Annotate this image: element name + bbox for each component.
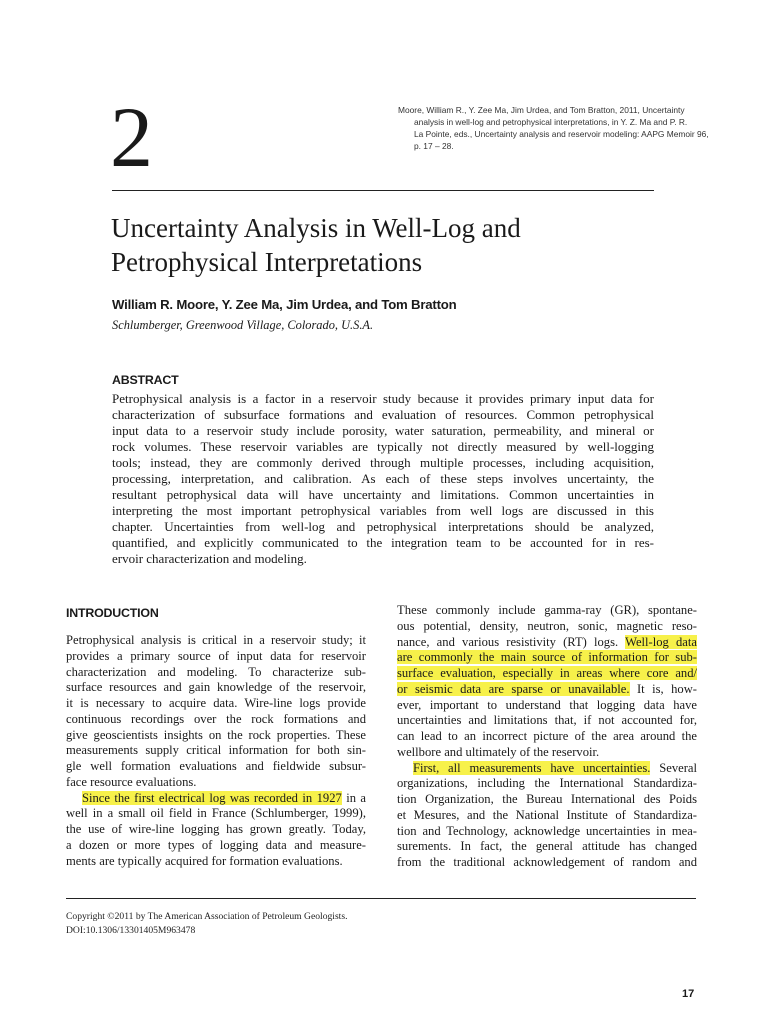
body-line: it is necessary to acquire data. Wire-line logs provide <box>66 696 366 710</box>
body-line: characterization and modeling. To characterize sub- <box>66 664 366 679</box>
body-line: a dozen or more types of logging data and measure- <box>66 837 366 852</box>
body-line <box>397 650 697 666</box>
body-line <box>397 666 697 682</box>
footer-rule <box>66 898 696 899</box>
footer <box>66 910 347 938</box>
page-title <box>111 211 671 279</box>
body-text: nance, and various resistivity (RT) logs. <box>397 634 626 649</box>
abstract-line: processing, interpretation, and calibration. As each of these steps involves uncertainty, the <box>112 471 654 486</box>
doi: DOI:10.1306/13301405M963478 <box>66 925 196 936</box>
abstract-line: interpreting the most important petrophysical variables from well logs are discussed in this <box>112 503 654 518</box>
body-text: Several <box>650 760 697 775</box>
body-line: can lead to an incorrect picture of the area around the <box>397 729 697 743</box>
body-line: ous potential, density, neutron, sonic, magnetic reso- <box>397 618 697 633</box>
body-line: surface resources and gain knowledge of the reservoir, <box>66 680 366 695</box>
title-line-1: Uncertainty Analysis in Well-Log and <box>111 213 521 243</box>
body-line: give geoscientists insights on the rock properties. These <box>66 727 366 742</box>
body-line: face resource evaluations. <box>66 774 197 789</box>
intro-left-paragraph-2 <box>66 791 366 870</box>
title-line-2: Petrophysical Interpretations <box>111 247 423 277</box>
introduction-heading: INTRODUCTION <box>66 606 159 620</box>
body-line: ments are typically acquired for formation evaluations. <box>66 853 343 868</box>
abstract-line: ervoir characterization and modeling. <box>112 551 307 566</box>
highlight: or seismic data are sparse or unavailable. <box>397 681 630 696</box>
body-text: It is, how- <box>629 681 697 696</box>
abstract-line: chapter. Uncertainties from well-log and petrophysical interpretations should be analyzed, <box>112 519 654 534</box>
body-line: organizations, including the International Standardiza- <box>397 776 697 791</box>
body-line: ever, important to understand that logging data have <box>397 697 697 712</box>
copyright: Copyright ©2011 by The American Association of Petroleum Geologists. <box>66 911 348 922</box>
body-line: Petrophysical analysis is critical in a reservoir study; it <box>66 633 366 647</box>
chapter-number: 2 <box>110 89 153 185</box>
body-line: provides a primary source of input data for reservoir <box>66 648 366 663</box>
citation-line: La Pointe, eds., Uncertainty analysis and reservoir modeling: AAPG Memoir 96, <box>414 129 709 139</box>
body-line: from the traditional acknowledgement of random and <box>397 855 697 869</box>
abstract-body <box>112 391 654 567</box>
intro-right-paragraph-2 <box>397 761 697 871</box>
citation <box>398 104 709 152</box>
intro-left-paragraph-1 <box>66 633 366 791</box>
abstract-line: resultant petrophysical data will have uncertainty and limitations. Common uncertainties in <box>112 487 654 502</box>
highlight: First, all measurements have uncertainties. <box>413 760 651 775</box>
body-line: the use of wire-line logging has grown greatly. Today, <box>66 822 366 836</box>
citation-line: analysis in well-log and petrophysical interpretations, in Y. Z. Ma and P. R. <box>414 117 688 127</box>
authors: William R. Moore, Y. Zee Ma, Jim Urdea, and Tom Bratton <box>112 297 457 312</box>
body-line: measurements supply critical information for both sin- <box>66 743 366 758</box>
abstract-line: Petrophysical analysis is a factor in a reservoir study because it provides primary input data for <box>112 391 654 406</box>
body-text: in a <box>341 790 367 805</box>
highlight: are commonly the main source of information for sub- <box>397 650 697 665</box>
body-line: wellbore and ultimately of the reservoir. <box>397 744 600 759</box>
body-line: uncertainties and limitations that, if not accounted for, <box>397 713 697 728</box>
body-line <box>397 761 697 777</box>
abstract-line: characterization of subsurface formations and evaluation of resources. Common petrophysical <box>112 407 654 422</box>
body-line <box>66 791 366 807</box>
citation-line: p. 17 – 28. <box>414 141 454 151</box>
body-line: et Mesures, and the National Institute of Standardiza- <box>397 807 697 822</box>
body-line <box>397 682 697 698</box>
body-line: tion Organization, the Bureau International des Poids <box>397 792 697 806</box>
abstract-line: rock volumes. These reservoir variables are typically not directly measured by well-logging <box>112 439 654 454</box>
citation-line: Moore, William R., Y. Zee Ma, Jim Urdea, and Tom Bratton, 2011, Uncertainty <box>398 105 685 115</box>
highlight: Well-log data <box>625 634 697 649</box>
body-line: gle well formation evaluations and fieldwide subsur- <box>66 759 366 773</box>
highlight: Since the first electrical log was recorded in 1927 <box>82 790 342 805</box>
intro-right-paragraph-1 <box>397 603 697 761</box>
body-line: surements. In fact, the general attitude has changed <box>397 839 697 854</box>
affiliation: Schlumberger, Greenwood Village, Colorado, U.S.A. <box>112 318 374 332</box>
abstract-heading: ABSTRACT <box>112 373 179 387</box>
top-rule <box>112 190 654 191</box>
body-line: well in a small oil field in France (Schlumberger, 1999), <box>66 806 366 821</box>
body-line: These commonly include gamma-ray (GR), spontane- <box>397 603 697 617</box>
body-line <box>397 635 697 651</box>
abstract-line: quantified, and explicitly communicated to the integration team to be accounted for in res- <box>112 535 654 550</box>
abstract-line: input data to a reservoir study include porosity, water saturation, permeability, and mineral or <box>112 423 654 438</box>
body-line: tion and Technology, acknowledge uncertainties in mea- <box>397 823 697 838</box>
abstract-line: tools; instead, they are commonly derived through multiple processes, including acquisition, <box>112 455 654 470</box>
highlight: surface evaluation, especially in areas where core and/ <box>397 666 697 680</box>
page-number: 17 <box>682 988 695 1000</box>
body-line: continuous recordings over the rock formations and <box>66 711 366 726</box>
